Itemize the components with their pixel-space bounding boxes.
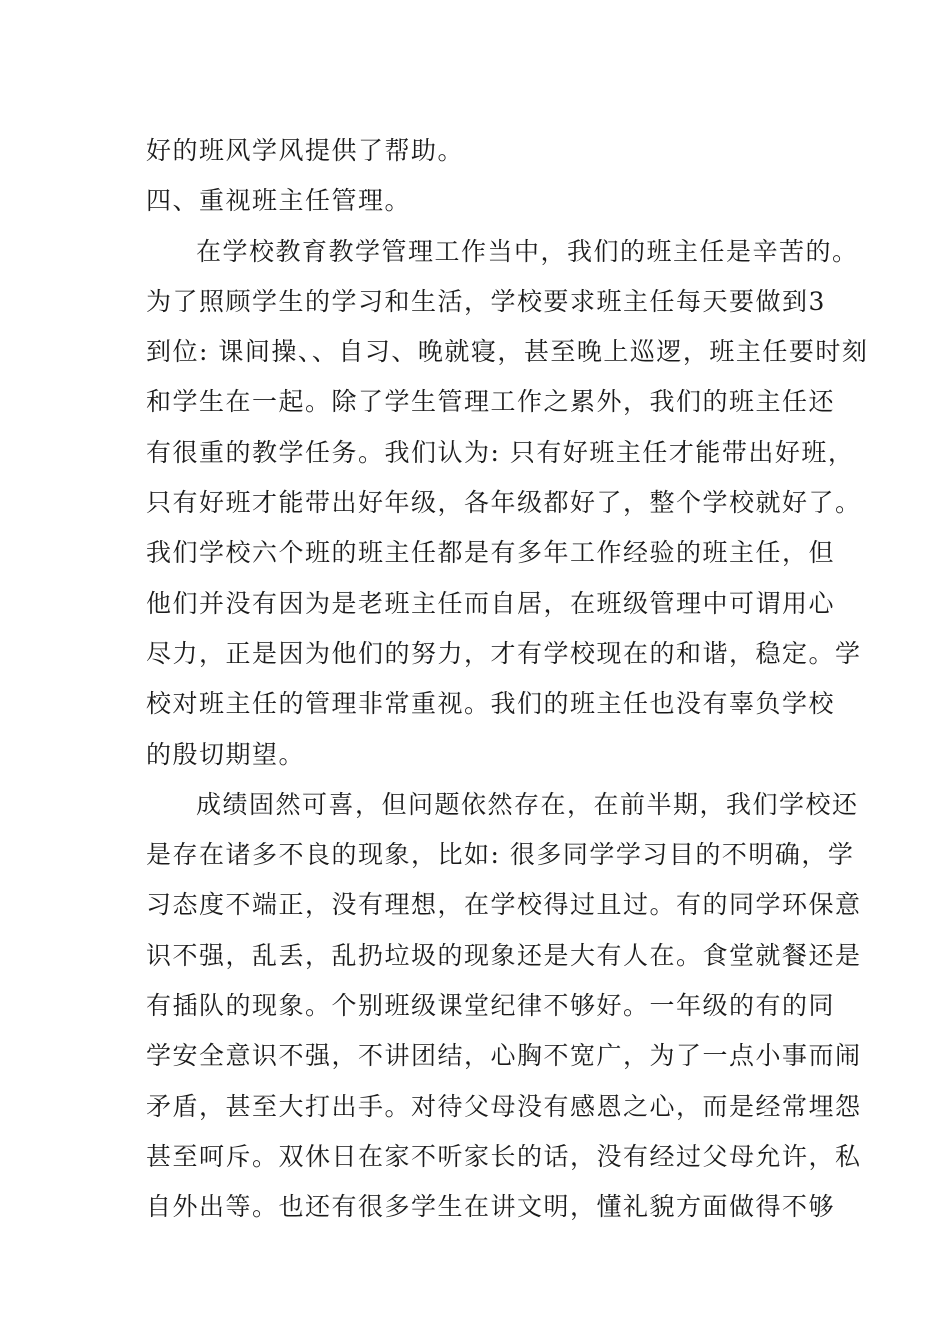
text-line: 好的班风学风提供了帮助。: [146, 136, 465, 165]
text-line: 我们学校六个班的班主任都是有多年工作经验的班主任，但: [146, 538, 836, 568]
section-heading: 四、重视班主任管理。: [146, 186, 412, 216]
text-line: 到位: 课间操、、自习、晚就寝，甚至晚上巡逻，班主任要时刻: [146, 337, 869, 367]
text-line: 有很重的教学任务。我们认为: 只有好班主任才能带出好班，: [146, 437, 855, 467]
body-text: [146, 126, 869, 1233]
text-line: 的殷切期望。: [146, 739, 306, 769]
text-line: 成绩固然可喜，但问题依然存在，在前半期，我们学校还: [196, 789, 859, 819]
text-line: 在学校教育教学管理工作当中，我们的班主任是辛苦的。: [196, 236, 859, 266]
text-line: 识不强，乱丢，乱扔垃圾的现象还是大有人在。食堂就餐还是: [146, 940, 862, 970]
text-line: 和学生在一起。除了学生管理工作之累外，我们的班主任还: [146, 387, 836, 417]
text-line: 尽力，正是因为他们的努力，才有学校现在的和谐，稳定。学: [146, 638, 862, 668]
text-line: 学安全意识不强，不讲团结，心胸不宽广，为了一点小事而闹: [146, 1041, 862, 1071]
text-line: 是存在诸多不良的现象，比如: 很多同学学习目的不明确，学: [146, 840, 855, 870]
text-line: 为了照顾学生的学习和生活，学校要求班主任每天要做到3: [146, 286, 826, 316]
text-line: 自外出等。也还有很多学生在讲文明，懂礼貌方面做得不够: [146, 1192, 836, 1222]
text-line: 甚至呵斥。双休日在家不听家长的话，没有经过父母允许，私: [146, 1141, 862, 1171]
text-line: 有插队的现象。个别班级课堂纪律不够好。一年级的有的同: [146, 991, 836, 1021]
text-line: 只有好班才能带出好年级，各年级都好了，整个学校就好了。: [146, 488, 862, 518]
text-line: 矛盾，甚至大打出手。对待父母没有感恩之心，而是经常埋怨: [146, 1091, 862, 1121]
text-line: 他们并没有因为是老班主任而自居，在班级管理中可谓用心: [146, 588, 836, 618]
text-line: 习态度不端正，没有理想，在学校得过且过。有的同学环保意: [146, 890, 862, 920]
text-line: 校对班主任的管理非常重视。我们的班主任也没有辜负学校: [146, 689, 836, 719]
